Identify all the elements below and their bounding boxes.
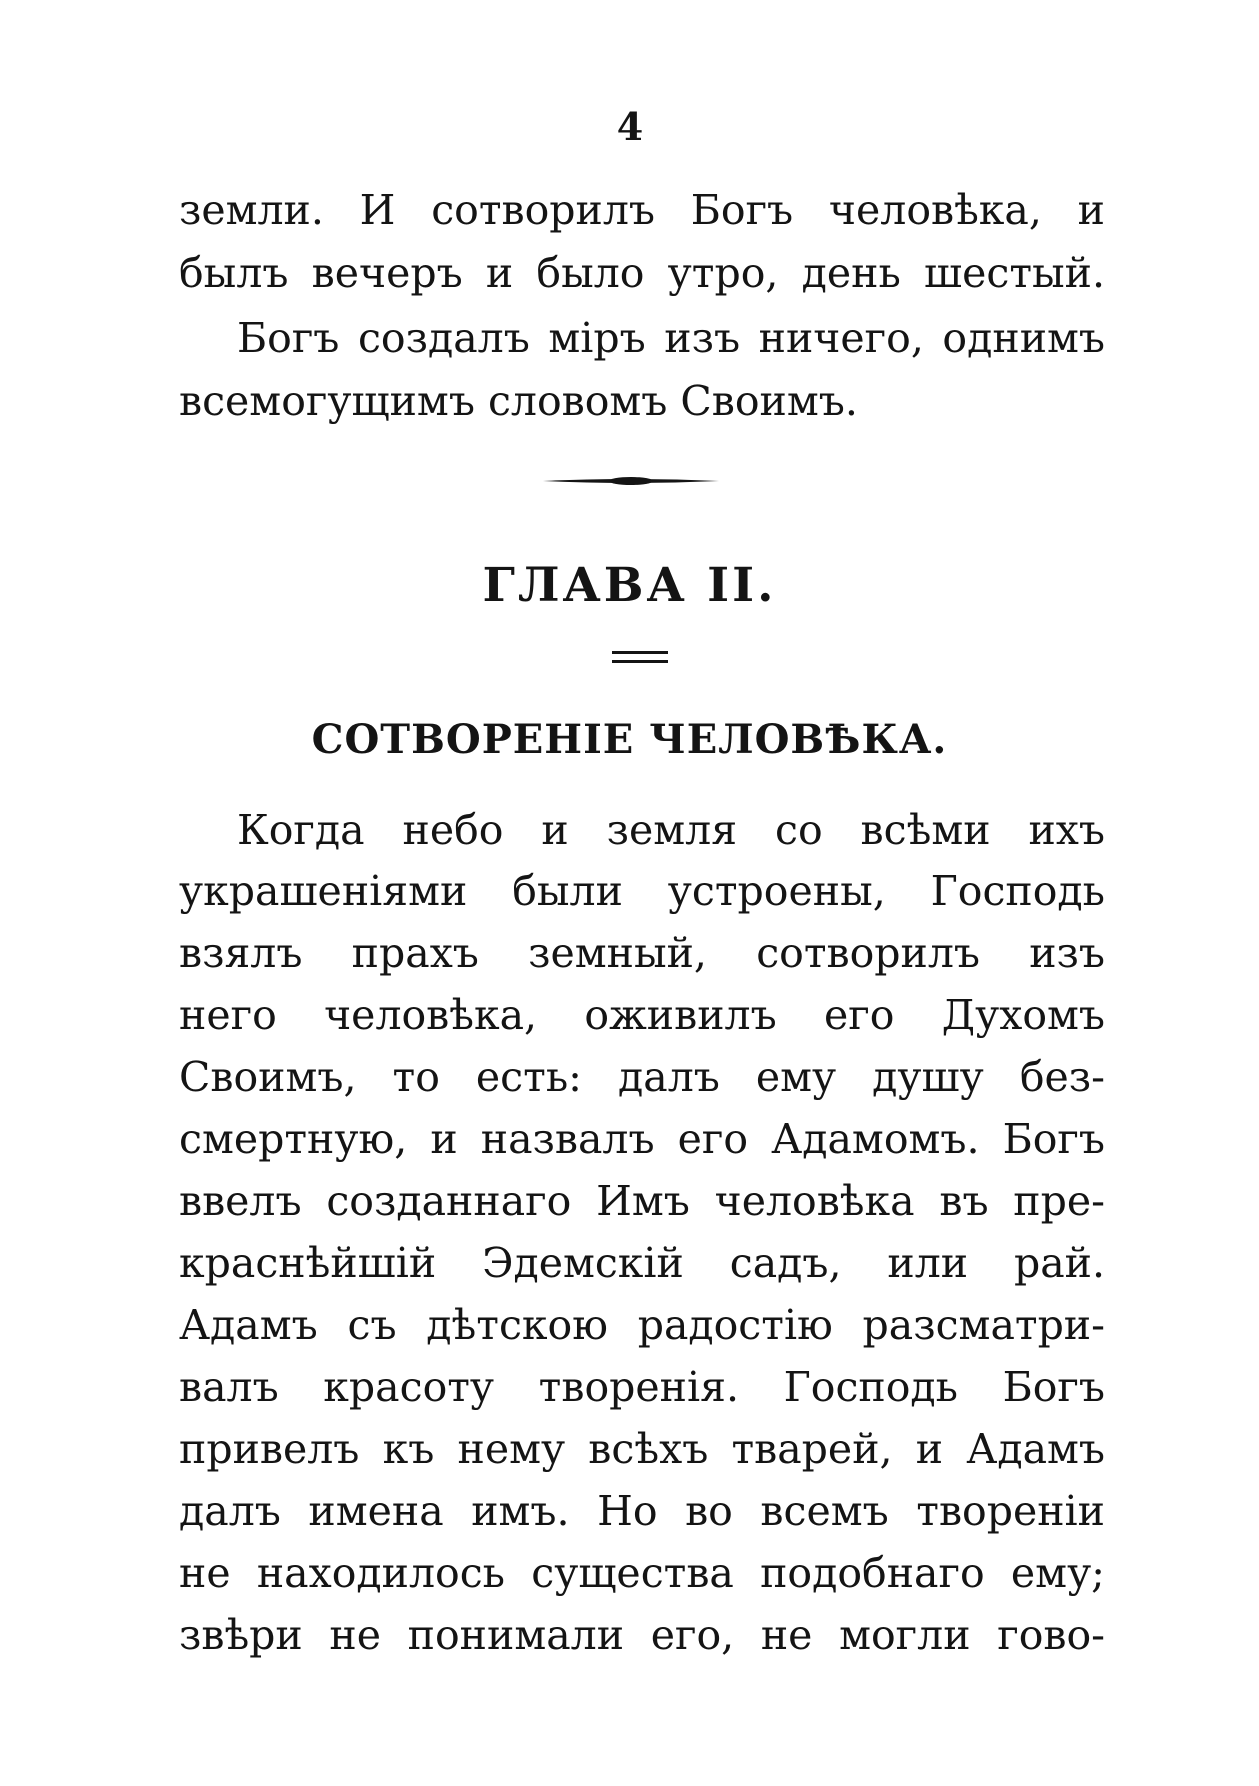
text-line: былъ вечеръ и было утро, день шестый.: [179, 249, 1105, 297]
chapter-subtitle: СОТВОРЕНІЕ ЧЕЛОВѢКА.: [311, 716, 948, 763]
text-line: валъ красоту творенія. Господь Богъ: [179, 1363, 1105, 1411]
text-line: него человѣка, оживилъ его Духомъ: [179, 991, 1105, 1039]
text-line: Адамъ съ дѣтскою радостію разсматри-: [179, 1301, 1105, 1349]
text-line: ввелъ созданнаго Имъ человѣка въ пре-: [179, 1177, 1105, 1225]
page-number: 4: [616, 104, 644, 149]
text-line: краснѣйшій Эдемскій садъ, или рай.: [179, 1239, 1105, 1287]
text-line: звѣри не понимали его, не могли гово-: [179, 1611, 1105, 1659]
chapter-title: ГЛАВА II.: [482, 558, 777, 613]
text-line: привелъ къ нему всѣхъ тварей, и Адамъ: [179, 1425, 1105, 1473]
text-line: Когда небо и земля со всѣми ихъ: [237, 806, 1105, 854]
text-line: смертную, и назвалъ его Адамомъ. Богъ: [179, 1115, 1105, 1163]
text-line: всемогущимъ словомъ Своимъ.: [179, 377, 858, 425]
section-divider-ornament: [543, 475, 719, 487]
text-line: Богъ создалъ міръ изъ ничего, однимъ: [237, 314, 1105, 362]
text-line: земли. И сотворилъ Богъ человѣка, и: [179, 186, 1105, 234]
text-line: не находилось существа подобнаго ему;: [179, 1549, 1105, 1597]
text-line: далъ имена имъ. Но во всемъ твореніи: [179, 1487, 1105, 1535]
double-rule-divider: [612, 650, 668, 664]
text-line: Своимъ, то есть: далъ ему душу без-: [179, 1053, 1105, 1101]
text-line: взялъ прахъ земный, сотворилъ изъ: [179, 929, 1105, 977]
text-line: украшеніями были устроены, Господь: [179, 867, 1105, 915]
